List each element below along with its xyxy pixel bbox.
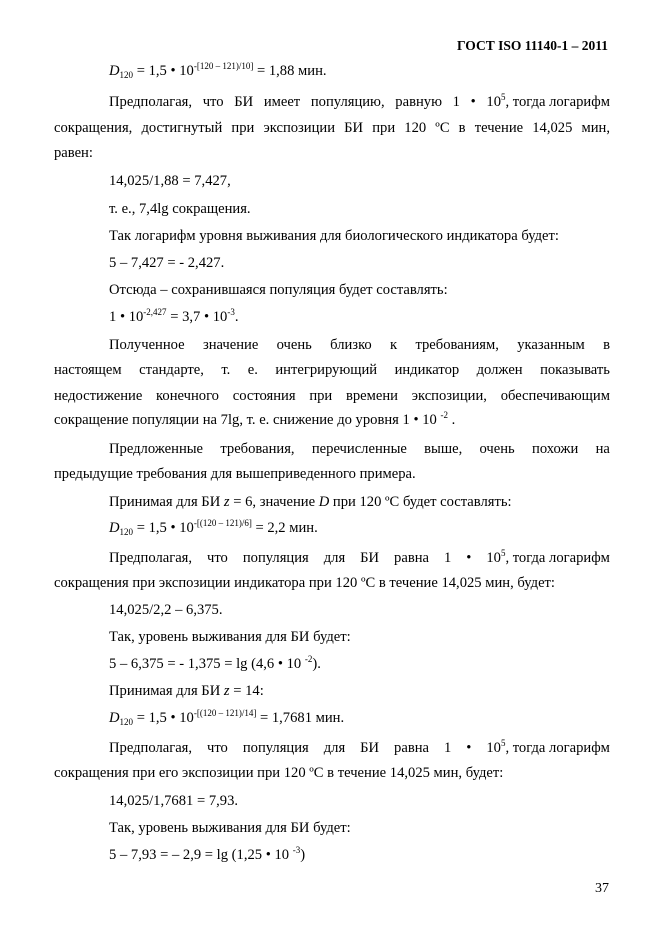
word: т. bbox=[221, 362, 231, 378]
word: выше, bbox=[424, 441, 463, 457]
eq-part: 1 • 10 bbox=[109, 309, 144, 325]
formula-text: = 1,5 • 10 bbox=[133, 520, 194, 536]
word: состояния bbox=[232, 388, 296, 404]
paragraph-line bbox=[109, 442, 610, 457]
line-text: Принимая для БИ bbox=[109, 494, 224, 510]
word: обеспечивающим bbox=[500, 388, 610, 404]
formula-symbol: D bbox=[109, 63, 120, 79]
formula-text: = 1,5 • 10 bbox=[133, 710, 194, 726]
word: популяция bbox=[242, 550, 309, 566]
equation-line: 14,025/1,7681 = 7,93. bbox=[109, 793, 239, 809]
word bbox=[486, 92, 610, 110]
formula-exponent: -[120 – 121)/10] bbox=[193, 61, 254, 71]
line-text: Принимая для БИ bbox=[109, 683, 224, 699]
text-line: т. е., 7,4lg сокращения. bbox=[109, 201, 251, 217]
eq-part: = 3,7 • 10 bbox=[166, 309, 228, 325]
word: недостижение bbox=[54, 388, 143, 404]
exponent: -2 bbox=[304, 654, 313, 664]
formula-result: = 1,7681 мин. bbox=[256, 710, 345, 726]
word: указанным bbox=[517, 337, 585, 353]
equation-line: 14,025/1,88 = 7,427, bbox=[109, 173, 231, 189]
line-text: . bbox=[447, 412, 456, 428]
word: очень bbox=[276, 337, 312, 353]
formula-exponent: -[(120 – 121)/14] bbox=[193, 708, 257, 718]
eq-part: ). bbox=[312, 656, 321, 672]
formula-d120-z6 bbox=[109, 518, 318, 537]
exponent: -3 bbox=[292, 845, 301, 855]
word: популяцию, bbox=[310, 94, 385, 110]
line-text: при 120 ºС будет составлять: bbox=[329, 494, 512, 510]
exponent: -3 bbox=[227, 307, 235, 317]
word: для bbox=[323, 550, 346, 566]
word: похожи bbox=[532, 441, 579, 457]
word bbox=[486, 548, 610, 566]
eq-part: . bbox=[234, 309, 239, 325]
word: Предполагая, bbox=[109, 740, 193, 756]
word: показывать bbox=[540, 362, 610, 378]
word-part: 10 bbox=[486, 94, 501, 110]
paragraph-line: предыдущие требования для вышеприведенного примера. bbox=[54, 466, 416, 482]
eq-part: 5 – 7,93 = – 2,9 = lg (1,25 • 10 bbox=[109, 847, 293, 863]
word: что bbox=[207, 740, 228, 756]
formula-text: = 1,5 • 10 bbox=[133, 63, 194, 79]
word: к bbox=[390, 337, 398, 353]
word: • bbox=[470, 94, 476, 110]
word: в bbox=[603, 337, 610, 353]
word: 1 bbox=[443, 740, 452, 756]
variable-d: D bbox=[318, 494, 330, 510]
word: БИ bbox=[360, 740, 380, 756]
word: стандарте, bbox=[139, 362, 204, 378]
formula-subscript: 120 bbox=[119, 70, 134, 80]
word: требования, bbox=[220, 441, 295, 457]
page-number: 37 bbox=[595, 881, 609, 896]
formula-d120-z14 bbox=[109, 708, 345, 727]
word: должен bbox=[476, 362, 523, 378]
word: Предложенные bbox=[109, 441, 204, 457]
paragraph-line bbox=[109, 738, 610, 756]
word: индикатор bbox=[394, 362, 460, 378]
word: настоящем bbox=[54, 362, 122, 378]
formula-result: = 2,2 мин. bbox=[251, 520, 318, 536]
exponent: -2,427 bbox=[143, 307, 167, 317]
word-rest: , тогда логарифм bbox=[505, 740, 610, 756]
word: БИ bbox=[234, 94, 254, 110]
text-line: Так логарифм уровня выживания для биологического индикатора будет: bbox=[109, 228, 559, 244]
word: популяция bbox=[242, 740, 309, 756]
variable-z: z bbox=[223, 683, 230, 699]
word: 1 bbox=[443, 550, 452, 566]
equation-line bbox=[109, 845, 306, 863]
word: для bbox=[323, 740, 346, 756]
word-part: 10 bbox=[486, 550, 501, 566]
line-text: = 14: bbox=[229, 683, 264, 699]
paragraph-line bbox=[54, 363, 610, 378]
text-line: Так, уровень выживания для БИ будет: bbox=[109, 629, 351, 645]
text-line bbox=[109, 684, 264, 699]
word: экспозиции, bbox=[411, 388, 487, 404]
paragraph-line bbox=[109, 92, 610, 110]
word: близко bbox=[330, 337, 372, 353]
word: очень bbox=[479, 441, 515, 457]
word-rest: , тогда логарифм bbox=[505, 550, 610, 566]
word: БИ bbox=[360, 550, 380, 566]
formula-symbol: D bbox=[109, 710, 120, 726]
word: равна bbox=[394, 550, 429, 566]
word: равна bbox=[394, 740, 429, 756]
text-line bbox=[109, 495, 512, 510]
paragraph-line bbox=[54, 410, 456, 428]
formula-d120-z10 bbox=[109, 61, 327, 80]
text-line: Отсюда – сохранившаяся популяция будет составлять: bbox=[109, 282, 448, 298]
eq-part: 5 – 6,375 = - 1,375 = lg (4,6 • 10 bbox=[109, 656, 305, 672]
word-rest: , тогда логарифм bbox=[505, 94, 610, 110]
word: Предполагая, bbox=[109, 550, 193, 566]
word: при bbox=[309, 388, 333, 404]
exponent: 5 bbox=[500, 548, 506, 558]
equation-line: 5 – 7,427 = - 2,427. bbox=[109, 255, 225, 271]
formula-symbol: D bbox=[109, 520, 120, 536]
word: на bbox=[595, 441, 610, 457]
variable-z: z bbox=[223, 494, 230, 510]
exponent: 5 bbox=[500, 738, 506, 748]
paragraph-line: сокращения при его экспозиции при 120 ºС в течение 14,025 мин, будет: bbox=[54, 765, 504, 781]
word: 1 bbox=[452, 94, 460, 110]
paragraph-line: равен: bbox=[54, 145, 93, 161]
word: интегрирующий bbox=[275, 362, 378, 378]
formula-exponent: -[(120 – 121)/6] bbox=[193, 518, 252, 528]
word: перечисленные bbox=[311, 441, 407, 457]
formula-subscript: 120 bbox=[119, 527, 134, 537]
word: времени bbox=[345, 388, 398, 404]
standard-header: ГОСТ ISO 11140-1 – 2011 bbox=[457, 38, 608, 53]
exponent: 5 bbox=[501, 92, 506, 102]
formula-result: = 1,88 мин. bbox=[253, 63, 327, 79]
word: что bbox=[207, 550, 228, 566]
paragraph-line bbox=[54, 389, 610, 404]
word: что bbox=[202, 94, 224, 110]
word: значение bbox=[202, 337, 259, 353]
word: имеет bbox=[263, 94, 301, 110]
formula-subscript: 120 bbox=[119, 717, 134, 727]
exponent: -2 bbox=[440, 410, 448, 420]
word: • bbox=[466, 740, 472, 756]
paragraph-line bbox=[109, 548, 610, 566]
equation-line: 14,025/2,2 – 6,375. bbox=[109, 602, 223, 618]
word: Предполагая, bbox=[109, 94, 193, 110]
word: е. bbox=[247, 362, 258, 378]
eq-part: ) bbox=[300, 847, 306, 863]
line-text: сокращение популяции на 7lg, т. е. снижение до уровня 1 • 10 bbox=[54, 412, 441, 428]
word bbox=[486, 738, 610, 756]
paragraph-line bbox=[109, 338, 610, 353]
word: Полученное bbox=[109, 337, 185, 353]
word: требованиям, bbox=[415, 337, 499, 353]
word: конечного bbox=[156, 388, 219, 404]
text-line: Так, уровень выживания для БИ будет: bbox=[109, 820, 351, 836]
paragraph-line: сокращения при экспозиции индикатора при 120 ºС в течение 14,025 мин, будет: bbox=[54, 575, 555, 591]
paragraph-line: сокращения, достигнутый при экспозиции БИ при 120 ºС в течение 14,025 мин, bbox=[54, 120, 610, 136]
equation-line bbox=[109, 654, 321, 672]
word-part: 10 bbox=[486, 740, 501, 756]
equation-line bbox=[109, 307, 239, 325]
line-text: = 6, значение bbox=[229, 494, 319, 510]
word: равную bbox=[395, 94, 442, 110]
word: • bbox=[466, 550, 472, 566]
